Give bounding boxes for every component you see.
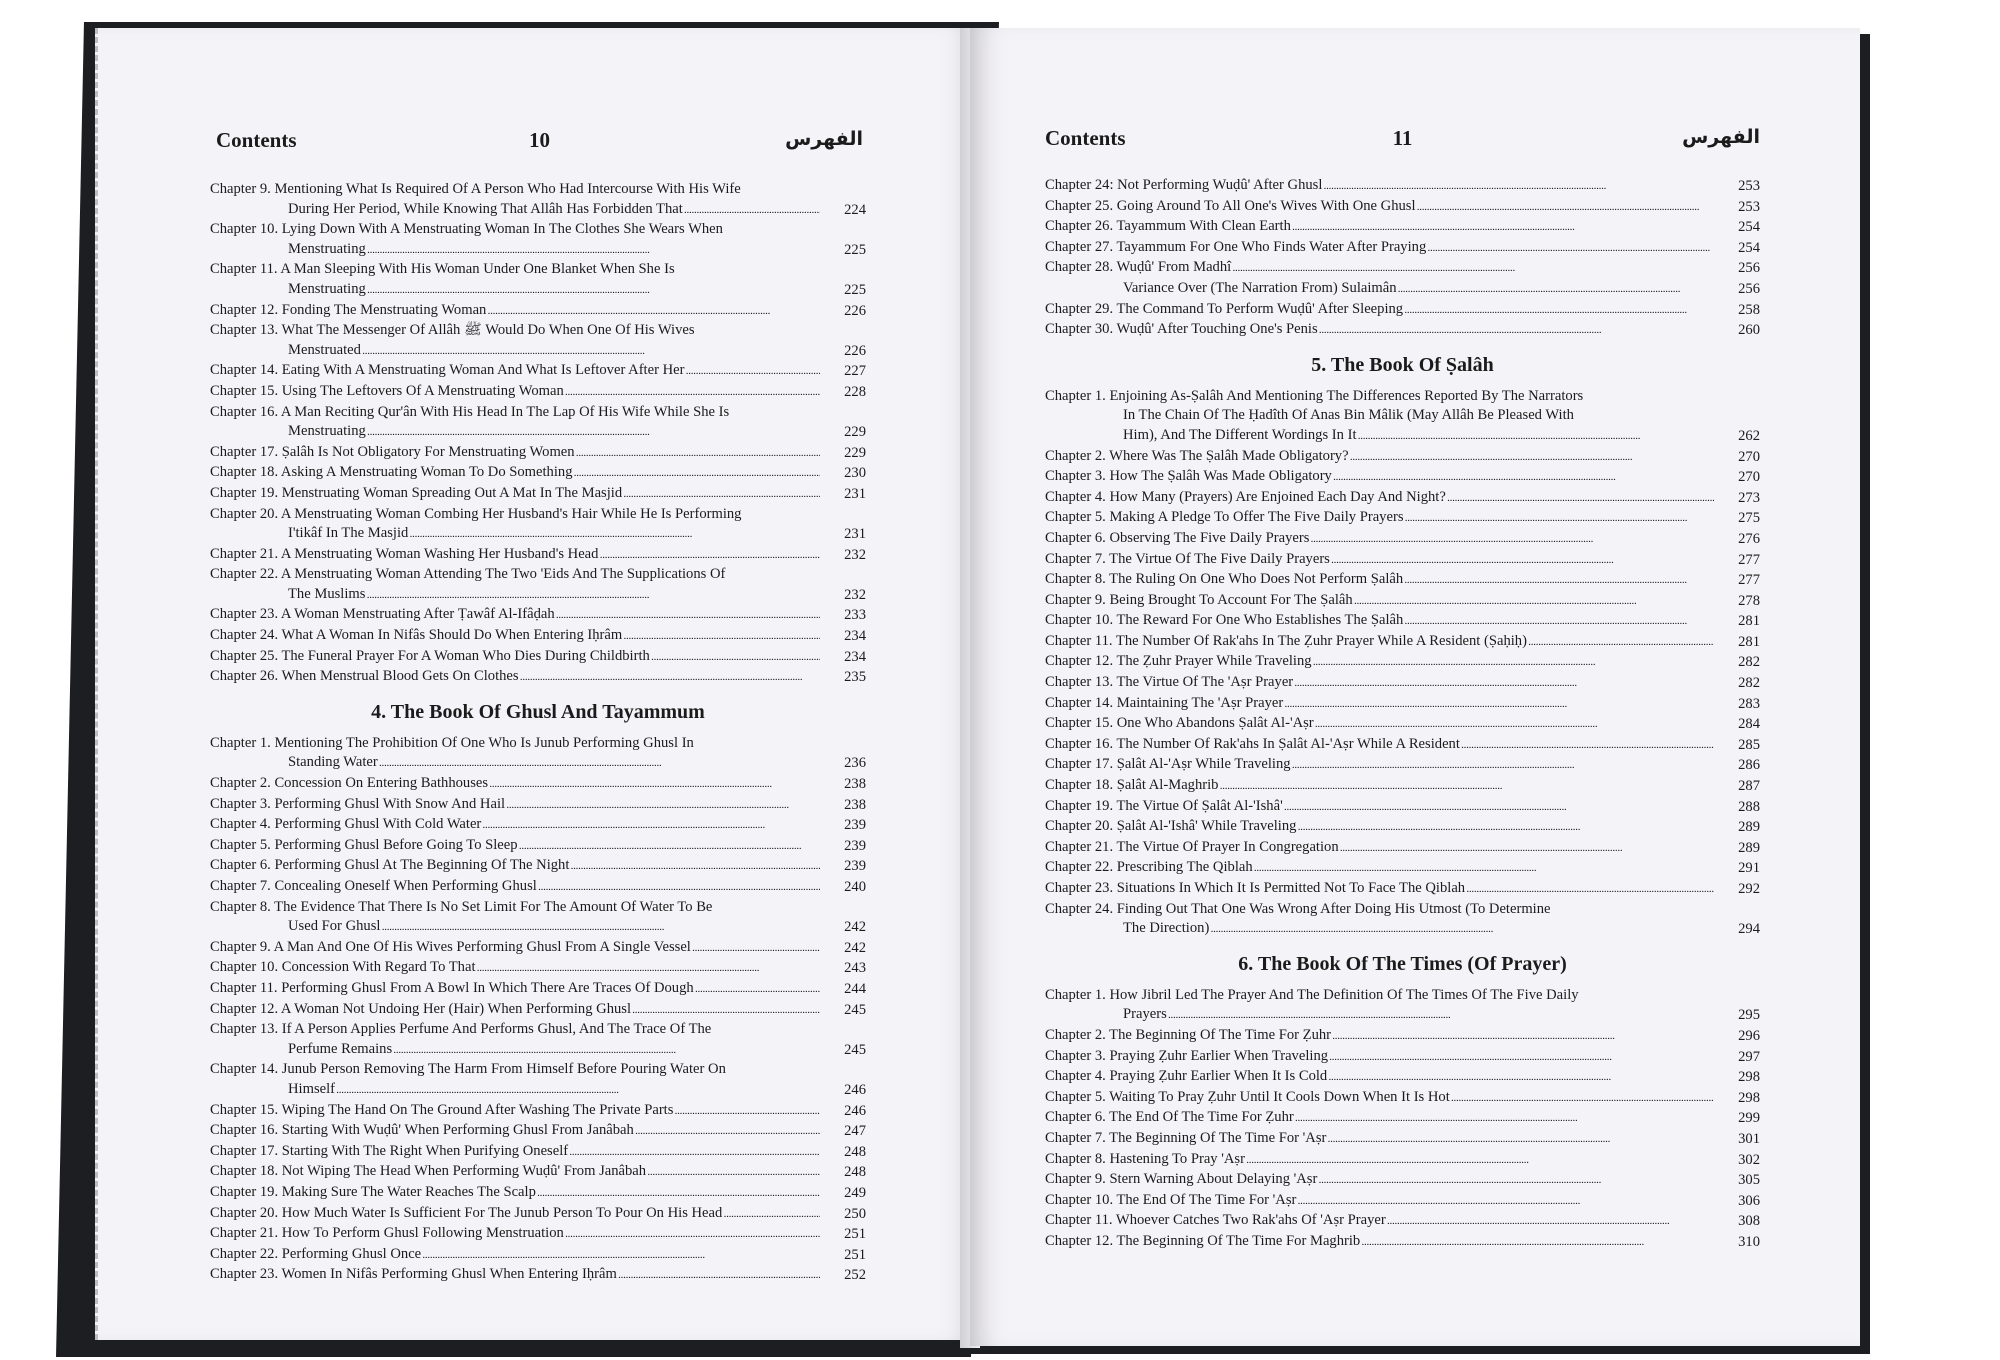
toc-entry-text: Perfume Remains . . .: [210, 1040, 820, 1061]
toc-entry: [1045, 529, 1760, 550]
toc-entry-text: Chapter 10. The Reward For One Who Establishes The Ṣalâh . . .: [1045, 611, 1714, 632]
toc-entry-page: 301: [1738, 1130, 1760, 1147]
toc-entry-text: Chapter 8. Hastening To Pray 'Aṣr . . .: [1045, 1150, 1714, 1171]
toc-entry: [1045, 197, 1760, 218]
toc-entry-text: Chapter 9. Stern Warning About Delaying 'Aṣr . . .: [1045, 1170, 1714, 1191]
toc-entry: [210, 180, 866, 220]
toc-entry-page: 224: [844, 201, 866, 218]
toc-entry-text: Chapter 19. Menstruating Woman Spreading Out A Mat In The Masjid . . .: [210, 484, 820, 505]
toc-entry-text: Chapter 4. Praying Ẓuhr Earlier When It Is Cold . . .: [1045, 1067, 1714, 1088]
toc-entry-page: 242: [844, 919, 866, 936]
toc-entry-text: Chapter 13. The Virtue Of The 'Aṣr Prayer . . .: [1045, 673, 1714, 694]
toc-entry-page: 282: [1738, 675, 1760, 692]
right-page-number: 11: [1392, 126, 1413, 150]
toc-entry-page: 226: [844, 302, 866, 319]
toc-entry-page: 275: [1738, 510, 1760, 527]
toc-entry-text: Menstruating . . .: [210, 422, 820, 443]
toc-entry: [1045, 673, 1760, 694]
toc-entry: [210, 301, 866, 322]
toc-entry-page: 306: [1738, 1192, 1760, 1209]
toc-entry-page: 245: [844, 1041, 866, 1058]
toc-entry-page: 230: [844, 465, 866, 482]
toc-entry: [1045, 447, 1760, 468]
right-header-title: Contents: [1045, 126, 1126, 150]
toc-entry: [1045, 508, 1760, 529]
toc-entry-page: 281: [1738, 613, 1760, 630]
toc-entry-text: Chapter 6. Observing The Five Daily Prayers . . .: [1045, 529, 1714, 550]
left-page-number: 10: [529, 128, 550, 152]
toc-entry: [210, 321, 866, 361]
toc-entry-text: I'tikâf In The Masjid . . .: [210, 524, 820, 545]
toc-entry: [210, 815, 866, 836]
toc-entry: [1045, 1211, 1760, 1232]
toc-entry-text: Chapter 9. Being Brought To Account For The Ṣalâh . . .: [1045, 591, 1714, 612]
toc-entry: [1045, 735, 1760, 756]
toc-entry-page: 262: [1738, 427, 1760, 444]
left-toc-block-1: [210, 180, 866, 688]
toc-entry: [1045, 652, 1760, 673]
toc-entry-text: Chapter 23. Situations In Which It Is Permitted Not To Face The Qiblah . . .: [1045, 879, 1714, 900]
right-toc: [1045, 176, 1760, 1253]
toc-entry-text: Chapter 1. Mentioning The Prohibition Of One Who Is Junub Performing Ghusl In: [210, 734, 694, 751]
toc-entry: [210, 1265, 866, 1286]
right-page: [970, 28, 1860, 1346]
toc-entry-text: Chapter 7. The Virtue Of The Five Daily Prayers . . .: [1045, 550, 1714, 571]
toc-entry-page: 281: [1738, 633, 1760, 650]
toc-entry-page: 249: [844, 1184, 866, 1201]
toc-entry-page: 258: [1738, 301, 1760, 318]
toc-entry-page: 285: [1738, 736, 1760, 753]
toc-entry-page: 245: [844, 1001, 866, 1018]
toc-entry-page: 253: [1738, 178, 1760, 194]
toc-entry: [1045, 1108, 1760, 1129]
toc-entry-text: Chapter 20. Ṣalât Al-'Ishâ' While Traveling . . .: [1045, 817, 1714, 838]
left-page: [95, 28, 978, 1340]
toc-entry-text: Chapter 25. Going Around To All One's Wives With One Ghusl . . .: [1045, 197, 1714, 218]
toc-entry-text: Chapter 1. Enjoining As-Ṣalâh And Mentioning The Differences Reported By The Narrators: [1045, 387, 1584, 404]
toc-entry-text: Chapter 17. Starting With The Right When Purifying Oneself . . .: [210, 1142, 820, 1163]
toc-entry: [1045, 1047, 1760, 1068]
toc-entry: [210, 260, 866, 300]
toc-entry-page: 252: [844, 1267, 866, 1284]
toc-entry: [210, 774, 866, 795]
toc-entry-text: Chapter 2. Concession On Entering Bathhouses . . .: [210, 774, 820, 795]
toc-entry: [210, 836, 866, 857]
toc-entry-page: 231: [844, 526, 866, 543]
toc-entry-page: 242: [844, 939, 866, 956]
toc-entry-page: 239: [844, 858, 866, 875]
toc-entry-text: Chapter 26. Tayammum With Clean Earth . . .: [1045, 217, 1714, 238]
toc-entry: [1045, 320, 1760, 341]
toc-entry-page: 299: [1738, 1110, 1760, 1127]
toc-entry-page: 277: [1738, 572, 1760, 589]
toc-entry-page: 251: [844, 1246, 866, 1263]
toc-entry: [210, 443, 866, 464]
toc-entry-page: 244: [844, 980, 866, 997]
toc-entry: [210, 938, 866, 959]
toc-entry: [1045, 258, 1760, 279]
toc-entry: [1045, 797, 1760, 818]
toc-entry-text: Menstruating . . .: [210, 280, 820, 301]
toc-entry-page: 298: [1738, 1069, 1760, 1086]
toc-entry-page: 238: [844, 776, 866, 793]
toc-entry-page: 308: [1738, 1213, 1760, 1230]
left-toc-block-2: [210, 734, 866, 1286]
toc-entry-page: 288: [1738, 798, 1760, 815]
toc-entry: [210, 795, 866, 816]
toc-entry: [210, 1000, 866, 1021]
toc-entry: [1045, 300, 1760, 321]
toc-entry-text: Chapter 18. Not Wiping The Head When Performing Wuḍû' From Janâbah . . .: [210, 1162, 820, 1183]
toc-entry: [210, 1162, 866, 1183]
toc-entry: [210, 734, 866, 774]
toc-entry-text: The Direction) . . .: [1045, 919, 1714, 940]
toc-entry: [1045, 217, 1760, 238]
toc-entry-page: 225: [844, 281, 866, 298]
toc-entry-page: 298: [1738, 1089, 1760, 1106]
toc-entry: [210, 1142, 866, 1163]
left-toc: [210, 180, 866, 1286]
toc-entry-page: 287: [1738, 778, 1760, 795]
toc-entry-text: Chapter 18. Ṣalât Al-Maghrib . . .: [1045, 776, 1714, 797]
toc-entry-page: 254: [1738, 239, 1760, 256]
toc-entry-text: Chapter 3. Performing Ghusl With Snow And Hail . . .: [210, 795, 820, 816]
toc-entry-text: Chapter 11. Performing Ghusl From A Bowl In Which There Are Traces Of Dough . . .: [210, 979, 820, 1000]
toc-entry-page: 256: [1738, 280, 1760, 297]
toc-entry-text: Chapter 19. Making Sure The Water Reaches The Scalp . . .: [210, 1183, 820, 1204]
right-toc-block-2: [1045, 387, 1760, 940]
toc-entry-page: 229: [844, 444, 866, 461]
toc-entry-page: 232: [844, 546, 866, 563]
toc-entry: [1045, 1232, 1760, 1253]
toc-entry-text: In The Chain Of The Ḥadîth Of Anas Bin Mâlik (May Allâh Be Pleased With: [1123, 407, 1574, 424]
toc-entry-page: 234: [844, 628, 866, 645]
toc-entry-page: 251: [844, 1226, 866, 1243]
toc-entry-text: Chapter 5. Making A Pledge To Offer The Five Daily Prayers . . .: [1045, 508, 1714, 529]
toc-entry-text: Chapter 2. Where Was The Ṣalâh Made Obligatory? . . .: [1045, 447, 1714, 468]
toc-entry-text: Chapter 30. Wuḍû' After Touching One's Penis . . .: [1045, 320, 1714, 341]
toc-entry-page: 289: [1738, 819, 1760, 836]
toc-entry-text: Chapter 10. The End Of The Time For 'Aṣr . . .: [1045, 1191, 1714, 1212]
toc-entry-text: Chapter 20. A Menstruating Woman Combing Her Husband's Hair While He Is Performing: [210, 505, 742, 522]
toc-entry-page: 225: [844, 241, 866, 258]
toc-entry-text: Chapter 1. How Jibril Led The Prayer And The Definition Of The Times Of The Five Daily: [1045, 986, 1579, 1003]
toc-entry-page: 239: [844, 817, 866, 834]
right-header-arabic: الفهرس: [1682, 126, 1760, 148]
toc-entry-text: Chapter 9. Mentioning What Is Required Of A Person Who Had Intercourse With His Wife: [210, 181, 741, 197]
toc-entry-text: Chapter 24: Not Performing Wuḍû' After Ghusl . . .: [1045, 176, 1714, 197]
toc-entry: [210, 545, 866, 566]
section-title-salah: 5. The Book Of Ṣalâh: [1311, 353, 1494, 376]
toc-entry: [210, 505, 866, 545]
toc-entry: [210, 361, 866, 382]
section-title-times: 6. The Book Of The Times (Of Prayer): [1238, 952, 1567, 975]
toc-entry-text: Chapter 4. Performing Ghusl With Cold Water . . .: [210, 815, 820, 836]
toc-entry: [210, 1245, 866, 1266]
toc-entry: [1045, 879, 1760, 900]
toc-entry-page: 286: [1738, 757, 1760, 774]
toc-entry-text: Chapter 10. Lying Down With A Menstruating Woman In The Clothes She Wears When: [210, 221, 723, 238]
toc-entry: [1045, 1170, 1760, 1191]
toc-entry-page: 233: [844, 607, 866, 624]
toc-entry-page: 234: [844, 648, 866, 665]
toc-entry: [210, 626, 866, 647]
toc-entry-text: Menstruating . . .: [210, 240, 820, 261]
toc-entry-text: Chapter 23. Women In Nifâs Performing Ghusl When Entering Iḥrâm . . .: [210, 1265, 820, 1286]
toc-entry-page: 295: [1738, 1007, 1760, 1024]
toc-entry-page: 283: [1738, 695, 1760, 712]
toc-entry-text: Chapter 6. The End Of The Time For Ẓuhr . . .: [1045, 1108, 1714, 1129]
toc-entry-page: 294: [1738, 921, 1760, 938]
toc-entry: [210, 220, 866, 260]
toc-entry-page: 227: [844, 363, 866, 380]
toc-entry-page: 250: [844, 1205, 866, 1222]
right-toc-block-3: [1045, 986, 1760, 1253]
toc-entry-text: Chapter 15. One Who Abandons Ṣalât Al-'Aṣr . . .: [1045, 714, 1714, 735]
toc-entry-text: Chapter 14. Maintaining The 'Aṣr Prayer . . .: [1045, 694, 1714, 715]
toc-entry-page: 260: [1738, 322, 1760, 339]
toc-entry-text: Chapter 21. A Menstruating Woman Washing Her Husband's Head . . .: [210, 545, 820, 566]
toc-entry: [210, 403, 866, 443]
toc-entry-page: 254: [1738, 219, 1760, 236]
toc-entry: [210, 898, 866, 938]
toc-entry-text: Chapter 13. If A Person Applies Perfume And Performs Ghusl, And The Trace Of The: [210, 1021, 712, 1038]
right-toc-block-1: [1045, 176, 1760, 341]
toc-entry-text: Used For Ghusl . . .: [210, 917, 820, 938]
toc-entry: [1045, 550, 1760, 571]
toc-entry: [1045, 694, 1760, 715]
toc-entry-text: Chapter 5. Waiting To Pray Ẓuhr Until It Cools Down When It Is Hot . . .: [1045, 1088, 1714, 1109]
toc-entry-text: Chapter 29. The Command To Perform Wuḍû' After Sleeping . . .: [1045, 300, 1714, 321]
toc-entry-text: Chapter 13. What The Messenger Of Allâh ﷺ Would Do When One Of His Wives: [210, 322, 695, 339]
toc-entry: [210, 605, 866, 626]
toc-entry-page: 231: [844, 485, 866, 502]
toc-entry-text: Chapter 24. Finding Out That One Was Wrong After Doing His Utmost (To Determine: [1045, 900, 1551, 917]
toc-entry-page: 246: [844, 1081, 866, 1098]
toc-entry-page: 248: [844, 1143, 866, 1160]
toc-entry-page: 310: [1738, 1233, 1760, 1250]
toc-entry: [210, 463, 866, 484]
toc-entry-page: 291: [1738, 860, 1760, 877]
toc-entry: [1045, 1026, 1760, 1047]
toc-entry: [1045, 755, 1760, 776]
toc-entry: [1045, 838, 1760, 859]
toc-entry-page: 284: [1738, 716, 1760, 733]
toc-entry-text: Variance Over (The Narration From) Sulaimân . . .: [1045, 279, 1714, 300]
toc-entry-page: 247: [844, 1123, 866, 1140]
toc-entry-text: Chapter 7. The Beginning Of The Time For 'Aṣr . . .: [1045, 1129, 1714, 1150]
toc-entry: [210, 1224, 866, 1245]
toc-entry: [1045, 279, 1760, 300]
toc-entry-page: 305: [1738, 1172, 1760, 1189]
toc-entry-text: Chapter 4. How Many (Prayers) Are Enjoined Each Day And Night? . . .: [1045, 488, 1714, 509]
toc-entry-text: Chapter 5. Performing Ghusl Before Going To Sleep . . .: [210, 836, 820, 857]
toc-entry-text: Prayers . . .: [1045, 1005, 1714, 1026]
toc-entry-page: 253: [1738, 198, 1760, 215]
toc-entry-text: Chapter 3. How The Ṣalâh Was Made Obligatory . . .: [1045, 467, 1714, 488]
toc-entry-text: Chapter 21. The Virtue Of Prayer In Congregation . . .: [1045, 838, 1714, 859]
left-header-arabic: الفهرس: [785, 128, 863, 150]
toc-entry-page: 228: [844, 383, 866, 400]
toc-entry: [210, 1121, 866, 1142]
right-page-header: [1045, 126, 1760, 166]
toc-entry-page: 238: [844, 796, 866, 813]
toc-entry-text: Chapter 19. The Virtue Of Ṣalât Al-'Ishâ' . . .: [1045, 797, 1714, 818]
toc-entry-page: 235: [844, 669, 866, 686]
toc-entry-page: 246: [844, 1102, 866, 1119]
toc-entry-text: Chapter 15. Using The Leftovers Of A Menstruating Woman . . .: [210, 382, 820, 403]
toc-entry-text: Chapter 27. Tayammum For One Who Finds Water After Praying . . .: [1045, 238, 1714, 259]
toc-entry-text: Chapter 14. Junub Person Removing The Harm From Himself Before Pouring Water On: [210, 1061, 726, 1078]
toc-entry-text: Chapter 22. A Menstruating Woman Attending The Two 'Eids And The Supplications Of: [210, 566, 726, 583]
toc-entry: [1045, 714, 1760, 735]
toc-entry: [1045, 1129, 1760, 1150]
toc-entry: [1045, 176, 1760, 197]
toc-entry-text: Chapter 7. Concealing Oneself When Performing Ghusl . . .: [210, 877, 820, 898]
toc-entry: [210, 667, 866, 688]
toc-entry-text: Standing Water . . .: [210, 753, 820, 774]
toc-entry: [1045, 238, 1760, 259]
toc-entry-text: Chapter 12. A Woman Not Undoing Her (Hair) When Performing Ghusl . . .: [210, 1000, 820, 1021]
toc-entry: [210, 856, 866, 877]
toc-entry: [210, 958, 866, 979]
toc-entry-text: Chapter 26. When Menstrual Blood Gets On Clothes . . .: [210, 667, 820, 688]
toc-entry: [210, 979, 866, 1000]
toc-entry-text: Chapter 16. A Man Reciting Qur'ân With His Head In The Lap Of His Wife While She Is: [210, 403, 730, 420]
toc-entry-text: Chapter 24. What A Woman In Nifâs Should Do When Entering Iḥrâm . . .: [210, 626, 820, 647]
toc-entry: [210, 382, 866, 403]
toc-entry-text: Chapter 9. A Man And One Of His Wives Performing Ghusl From A Single Vessel . . .: [210, 938, 820, 959]
toc-entry-text: Chapter 18. Asking A Menstruating Woman To Do Something . . .: [210, 463, 820, 484]
section-title-ghusl: 4. The Book Of Ghusl And Tayammum: [371, 700, 705, 723]
toc-entry-text: Chapter 11. The Number Of Rak'ahs In The Ẓuhr Prayer While A Resident (Ṣaḥiḥ) . . .: [1045, 632, 1714, 653]
toc-entry-text: Chapter 12. Fonding The Menstruating Woman . . .: [210, 301, 820, 322]
toc-entry-text: Chapter 17. Ṣalâh Is Not Obligatory For Menstruating Women . . .: [210, 443, 820, 464]
toc-entry: [210, 1183, 866, 1204]
toc-entry-page: 229: [844, 424, 866, 441]
toc-entry-text: Chapter 12. The Ẓuhr Prayer While Traveling . . .: [1045, 652, 1714, 673]
toc-entry-text: Chapter 21. How To Perform Ghusl Following Menstruation . . .: [210, 1224, 820, 1245]
toc-entry: [1045, 1088, 1760, 1109]
toc-entry: [210, 647, 866, 668]
toc-entry-text: Chapter 8. The Evidence That There Is No Set Limit For The Amount Of Water To Be: [210, 898, 713, 915]
toc-entry-page: 289: [1738, 839, 1760, 856]
toc-entry-text: During Her Period, While Knowing That Allâh Has Forbidden That . . .: [210, 200, 820, 221]
toc-entry: [210, 484, 866, 505]
toc-entry: [1045, 467, 1760, 488]
toc-entry-page: 226: [844, 342, 866, 359]
toc-entry-text: Chapter 16. The Number Of Rak'ahs In Ṣalât Al-'Aṣr While A Resident . . .: [1045, 735, 1714, 756]
toc-entry: [210, 565, 866, 605]
toc-entry-page: 243: [844, 960, 866, 977]
toc-entry-page: 270: [1738, 469, 1760, 486]
toc-entry-page: 296: [1738, 1027, 1760, 1044]
toc-entry-text: Chapter 2. The Beginning Of The Time For Ẓuhr . . .: [1045, 1026, 1714, 1047]
toc-entry-page: 248: [844, 1164, 866, 1181]
toc-entry: [1045, 1150, 1760, 1171]
toc-entry: [210, 1101, 866, 1122]
toc-entry-page: 236: [844, 755, 866, 772]
toc-entry-text: Chapter 12. The Beginning Of The Time For Maghrib . . .: [1045, 1232, 1714, 1253]
toc-entry-page: 302: [1738, 1151, 1760, 1168]
toc-entry-page: 282: [1738, 654, 1760, 671]
toc-entry-page: 273: [1738, 489, 1760, 506]
toc-entry: [210, 1060, 866, 1100]
toc-entry: [210, 877, 866, 898]
toc-entry-text: Chapter 23. A Woman Menstruating After Ṭawâf Al-Ifâḍah . . .: [210, 605, 820, 626]
toc-entry-page: 240: [844, 879, 866, 895]
toc-entry: [210, 1020, 866, 1060]
toc-entry-text: Chapter 3. Praying Ẓuhr Earlier When Traveling . . .: [1045, 1047, 1714, 1068]
toc-entry-text: Chapter 22. Prescribing The Qiblah . . .: [1045, 858, 1714, 879]
toc-entry-page: 270: [1738, 448, 1760, 465]
toc-entry-text: Chapter 17. Ṣalât Al-'Aṣr While Traveling . . .: [1045, 755, 1714, 776]
toc-entry-page: 297: [1738, 1048, 1760, 1065]
left-page-header: [216, 128, 863, 168]
toc-entry-page: 276: [1738, 530, 1760, 547]
toc-entry-text: Him), And The Different Wordings In It . . .: [1045, 426, 1714, 447]
toc-entry-page: 256: [1738, 260, 1760, 277]
toc-entry-page: 292: [1738, 881, 1760, 897]
toc-entry: [1045, 1067, 1760, 1088]
toc-entry-text: Chapter 8. The Ruling On One Who Does Not Perform Ṣalâh . . .: [1045, 570, 1714, 591]
toc-entry-page: 239: [844, 837, 866, 854]
toc-entry: [1045, 900, 1760, 940]
toc-entry-text: Chapter 10. Concession With Regard To That . . .: [210, 958, 820, 979]
toc-entry-text: Chapter 16. Starting With Wuḍû' When Performing Ghusl From Janâbah . . .: [210, 1121, 820, 1142]
toc-entry-page: 278: [1738, 592, 1760, 609]
toc-entry: [1045, 488, 1760, 509]
toc-entry: [1045, 570, 1760, 591]
toc-entry: [1045, 817, 1760, 838]
toc-entry-text: Chapter 22. Performing Ghusl Once . . .: [210, 1245, 820, 1266]
toc-entry-text: Chapter 25. The Funeral Prayer For A Woman Who Dies During Childbirth . . .: [210, 647, 820, 668]
toc-entry-text: Chapter 28. Wuḍû' From Madhî . . .: [1045, 258, 1714, 279]
toc-entry: [1045, 632, 1760, 653]
left-header-title: Contents: [216, 128, 297, 152]
toc-entry-text: Chapter 14. Eating With A Menstruating Woman And What Is Leftover After Her . . .: [210, 361, 820, 382]
toc-entry: [1045, 858, 1760, 879]
toc-entry-page: 277: [1738, 551, 1760, 568]
toc-entry-text: Menstruated . . .: [210, 341, 820, 362]
toc-entry: [210, 1204, 866, 1225]
toc-entry: [1045, 1191, 1760, 1212]
toc-entry-text: Chapter 6. Performing Ghusl At The Beginning Of The Night . . .: [210, 856, 820, 877]
toc-entry: [1045, 776, 1760, 797]
toc-entry-text: Chapter 11. A Man Sleeping With His Woman Under One Blanket When She Is: [210, 261, 675, 278]
toc-entry-text: Chapter 20. How Much Water Is Sufficient For The Junub Person To Pour On His Head . . .: [210, 1204, 820, 1225]
toc-entry: [1045, 611, 1760, 632]
toc-entry: [1045, 986, 1760, 1026]
toc-entry-page: 232: [844, 586, 866, 603]
toc-entry-text: Chapter 15. Wiping The Hand On The Ground After Washing The Private Parts . . .: [210, 1101, 820, 1122]
toc-entry: [1045, 387, 1760, 447]
toc-entry-text: The Muslims . . .: [210, 585, 820, 606]
toc-entry: [1045, 591, 1760, 612]
toc-entry-text: Chapter 11. Whoever Catches Two Rak'ahs Of 'Aṣr Prayer . . .: [1045, 1211, 1714, 1232]
toc-entry-text: Himself . . .: [210, 1080, 820, 1101]
